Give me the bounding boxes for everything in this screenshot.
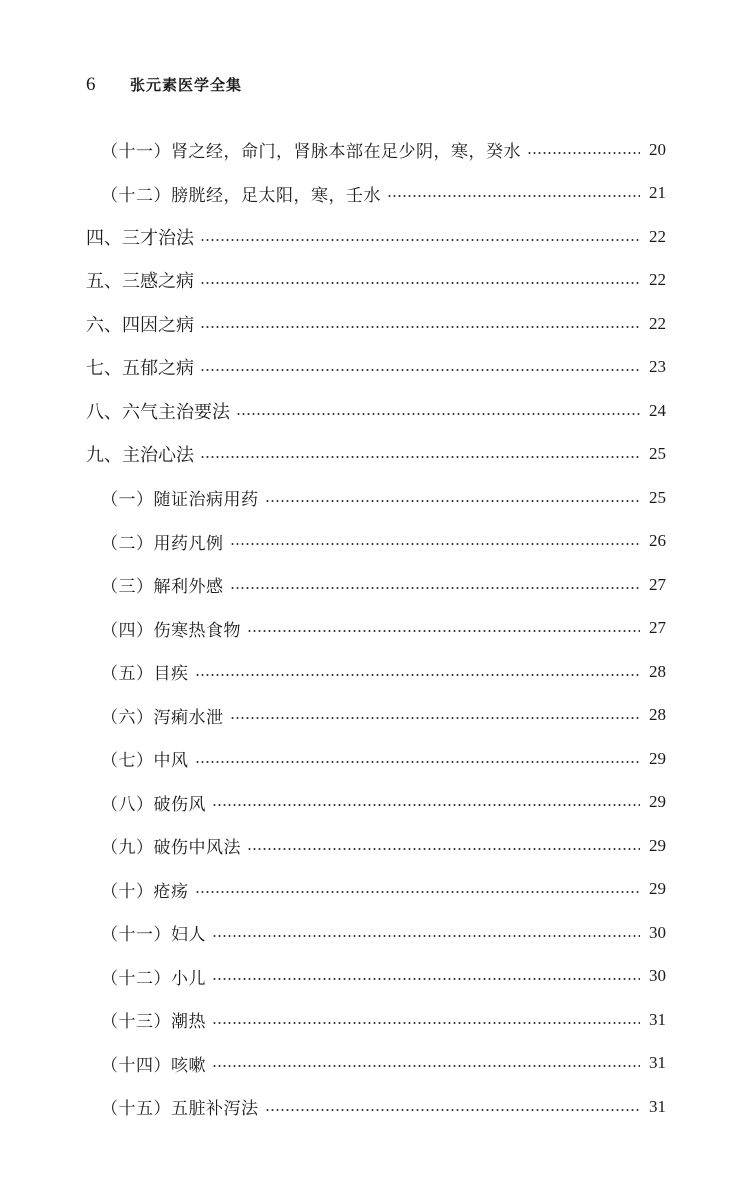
toc-entry-page: 22 bbox=[649, 313, 666, 333]
dot-leader bbox=[200, 369, 640, 371]
toc-entry-title: 七、五郁之病 bbox=[86, 358, 194, 380]
toc-entry bbox=[0, 215, 750, 259]
toc-entry bbox=[0, 389, 750, 433]
toc-entry bbox=[0, 694, 750, 738]
dot-leader bbox=[230, 587, 641, 589]
toc-entry bbox=[0, 911, 750, 955]
toc-entry-title: 六、四因之病 bbox=[86, 314, 194, 336]
running-header bbox=[86, 74, 242, 102]
toc-entry-page: 23 bbox=[649, 357, 666, 377]
dot-leader bbox=[230, 717, 641, 719]
toc-entry-page: 31 bbox=[649, 1009, 666, 1029]
book-title: 张元素医学全集 bbox=[130, 76, 243, 94]
dot-leader bbox=[200, 456, 640, 458]
toc-entry-page: 29 bbox=[649, 879, 666, 899]
toc-entry-page: 29 bbox=[649, 748, 666, 768]
toc-entry-title: （九）破伤中风法 bbox=[101, 838, 241, 859]
dot-leader bbox=[212, 804, 640, 806]
dot-leader bbox=[387, 195, 640, 197]
toc-entry-title: （三）解利外感 bbox=[101, 577, 224, 598]
toc-entry bbox=[0, 259, 750, 303]
toc-entry-page: 22 bbox=[649, 270, 666, 290]
dot-leader bbox=[265, 1109, 641, 1111]
toc-entry-page: 24 bbox=[649, 400, 666, 420]
dot-leader bbox=[247, 848, 640, 850]
toc-entry bbox=[0, 172, 750, 216]
toc-entry bbox=[0, 346, 750, 390]
toc-entry-page: 21 bbox=[649, 183, 666, 203]
toc-entry bbox=[0, 650, 750, 694]
toc-entry-page: 31 bbox=[649, 1053, 666, 1073]
toc-entry-page: 26 bbox=[649, 531, 666, 551]
toc-entry-title: （六）泻痢水泄 bbox=[101, 707, 224, 728]
toc-entry bbox=[0, 433, 750, 477]
toc-entry-page: 28 bbox=[649, 705, 666, 725]
dot-leader bbox=[236, 413, 640, 415]
dot-leader bbox=[195, 891, 641, 893]
toc-entry bbox=[0, 737, 750, 781]
toc-entry bbox=[0, 607, 750, 651]
toc-entry bbox=[0, 868, 750, 912]
dot-leader bbox=[200, 282, 640, 284]
dot-leader bbox=[212, 935, 640, 937]
toc-entry bbox=[0, 998, 750, 1042]
toc-entry-title: （十一）妇人 bbox=[101, 925, 206, 946]
toc-entry-page: 27 bbox=[649, 574, 666, 594]
toc-entry-page: 29 bbox=[649, 792, 666, 812]
toc-entry bbox=[0, 128, 750, 172]
toc-entry bbox=[0, 1042, 750, 1086]
dot-leader bbox=[247, 630, 640, 632]
dot-leader bbox=[527, 152, 640, 154]
dot-leader bbox=[200, 239, 640, 241]
dot-leader bbox=[195, 674, 641, 676]
dot-leader bbox=[212, 978, 640, 980]
toc-entry-title: （十五）五脏补泻法 bbox=[101, 1099, 259, 1120]
dot-leader bbox=[200, 326, 640, 328]
toc-entry-title: 九、主治心法 bbox=[86, 445, 194, 467]
toc-entry-title: （八）破伤风 bbox=[101, 794, 206, 815]
toc-entry bbox=[0, 476, 750, 520]
toc-entry-title: （十四）咳嗽 bbox=[101, 1055, 206, 1076]
page-number: 6 bbox=[86, 74, 96, 95]
toc-entry-page: 25 bbox=[649, 444, 666, 464]
toc-entry-page: 28 bbox=[649, 661, 666, 681]
toc-entry bbox=[0, 563, 750, 607]
toc-entry-page: 30 bbox=[649, 966, 666, 986]
toc-entry bbox=[0, 955, 750, 999]
toc-entry bbox=[0, 302, 750, 346]
dot-leader bbox=[212, 1022, 640, 1024]
toc-entry-page: 29 bbox=[649, 835, 666, 855]
toc-entry-title: （五）目疾 bbox=[101, 664, 189, 685]
toc-entry-title: 四、三才治法 bbox=[86, 227, 194, 249]
table-of-contents bbox=[0, 128, 750, 1129]
toc-entry-title: （一）随证治病用药 bbox=[101, 490, 259, 511]
toc-entry-page: 20 bbox=[649, 139, 666, 159]
toc-entry-title: （十）疮疡 bbox=[101, 881, 189, 902]
toc-entry bbox=[0, 824, 750, 868]
toc-entry-title: 五、三感之病 bbox=[86, 271, 194, 293]
toc-entry-page: 27 bbox=[649, 618, 666, 638]
toc-entry-title: （十三）潮热 bbox=[101, 1012, 206, 1033]
toc-entry-page: 22 bbox=[649, 226, 666, 246]
toc-entry-title: （二）用药凡例 bbox=[101, 533, 224, 554]
toc-entry-title: （十一）肾之经，命门，肾脉本部在足少阴，寒，癸水 bbox=[101, 142, 521, 163]
dot-leader bbox=[212, 1065, 640, 1067]
toc-entry bbox=[0, 1085, 750, 1129]
dot-leader bbox=[230, 543, 641, 545]
toc-entry-title: 八、六气主治要法 bbox=[86, 401, 230, 423]
toc-entry-title: （四）伤寒热食物 bbox=[101, 620, 241, 641]
dot-leader bbox=[265, 500, 641, 502]
toc-entry-page: 25 bbox=[649, 487, 666, 507]
dot-leader bbox=[195, 761, 641, 763]
toc-entry-title: （十二）膀胱经，足太阳，寒，壬水 bbox=[101, 185, 381, 206]
toc-entry bbox=[0, 520, 750, 564]
toc-entry bbox=[0, 781, 750, 825]
toc-entry-page: 30 bbox=[649, 922, 666, 942]
toc-entry-page: 31 bbox=[649, 1096, 666, 1116]
toc-entry-title: （十二）小儿 bbox=[101, 968, 206, 989]
toc-entry-title: （七）中风 bbox=[101, 751, 189, 772]
